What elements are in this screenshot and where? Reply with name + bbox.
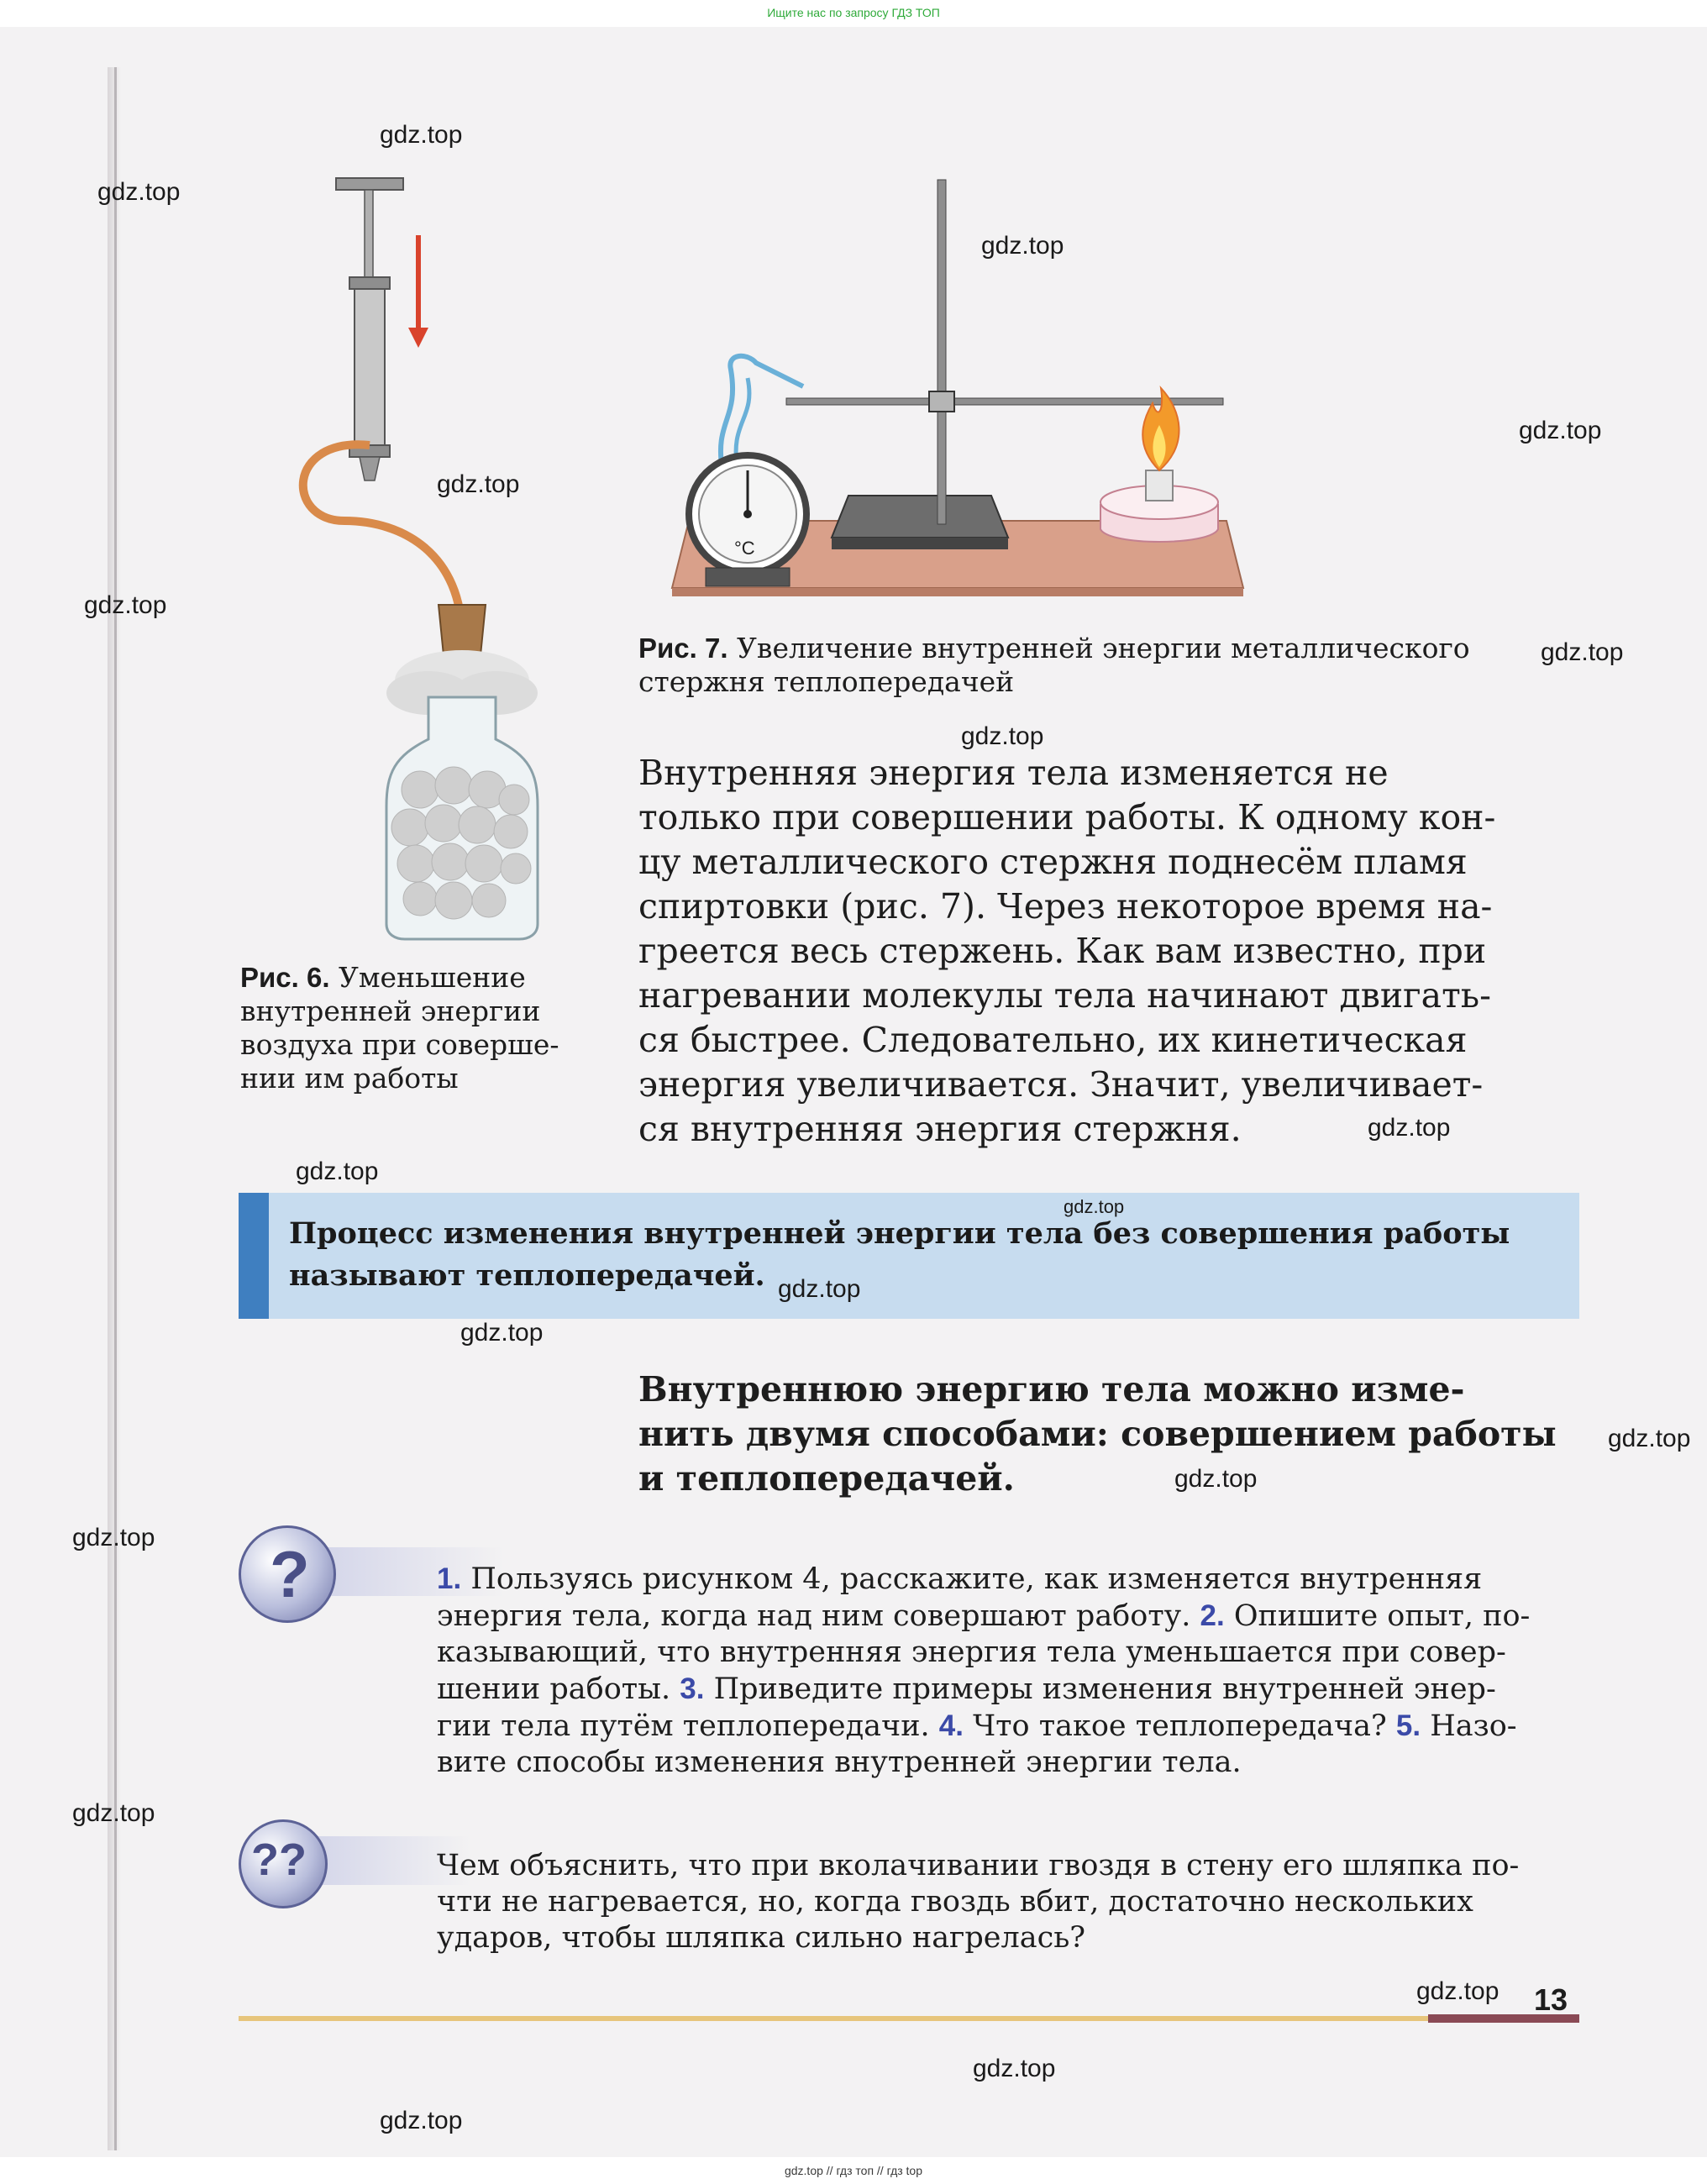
watermark: gdz.top: [437, 470, 520, 498]
question-number: 1.: [437, 1562, 462, 1595]
watermark: gdz.top: [981, 232, 1064, 260]
watermark: gdz.top: [380, 2107, 463, 2134]
watermark: gdz.top: [1416, 1977, 1500, 2005]
fig6-caption-line: воздуха при соверше-: [240, 1028, 559, 1061]
watermark: gdz.top: [961, 722, 1044, 750]
fig6-illustration: [252, 168, 605, 941]
fig7-caption-line: Увеличение внутренней энергии металлического: [737, 632, 1470, 664]
watermark: gdz.top: [1608, 1425, 1691, 1452]
fig7-illustration: [638, 168, 1277, 605]
definition-line: называют теплопередачей.: [289, 1258, 765, 1293]
watermark: gdz.top: [460, 1319, 544, 1347]
double-question-icon: ??: [239, 1819, 328, 1908]
fig6-label: Рис. 6.: [240, 962, 330, 993]
fig6-caption-line: нии им работы: [240, 1062, 459, 1095]
conclusion-line: и теплопередачей.: [638, 1458, 1015, 1499]
conclusion-line: нить двумя способами: совершением работы: [638, 1414, 1557, 1454]
definition-accent-bar: [239, 1193, 269, 1319]
question-mark-icon: ?: [239, 1525, 336, 1623]
task-text: [437, 1848, 1579, 1956]
question-number: 4.: [938, 1709, 964, 1742]
top-notice: Ищите нас по запросу ГДЗ ТОП: [767, 6, 940, 19]
watermark: gdz.top: [97, 178, 181, 206]
paragraph-line: только при совершении работы. К одному кон-: [638, 797, 1496, 837]
question-number: 2.: [1200, 1599, 1225, 1632]
fig7-label: Рис. 7.: [638, 633, 728, 664]
question-text: Приведите примеры изменения внутренней энер-: [704, 1672, 1496, 1706]
definition-text: [289, 1213, 1557, 1297]
paragraph-heat-transfer: [638, 751, 1579, 1152]
watermark: gdz.top: [380, 121, 463, 149]
definition-line: Процесс изменения внутренней энергии тела без совершения работы: [289, 1216, 1510, 1251]
watermark: gdz.top: [72, 1524, 155, 1551]
watermark: gdz.top: [72, 1799, 155, 1827]
gauge-unit-label: °C: [734, 538, 755, 559]
fig6-caption-line: внутренней энергии: [240, 995, 541, 1027]
question-text: Опишите опыт, по-: [1224, 1599, 1531, 1633]
page-spine-line: [114, 67, 117, 2150]
question-text: казывающий, что внутренняя энергия тела уменьшается при совер-: [437, 1635, 1506, 1669]
footer-rule: [239, 2016, 1579, 2021]
questions-text: [437, 1561, 1579, 1781]
watermark: gdz.top: [1519, 417, 1602, 444]
question-number: 5.: [1395, 1709, 1421, 1742]
question-text: Пользуясь рисунком 4, расскажите, как изменяется внутренняя: [461, 1562, 1483, 1596]
fig6-caption: [240, 961, 593, 1095]
task-line: чти не нагревается, но, когда гвоздь вбит, достаточно нескольких: [437, 1885, 1473, 1919]
paragraph-line: Внутренняя энергия тела изменяется не: [638, 753, 1389, 793]
paragraph-line: нагревании молекулы тела начинают двигать-: [638, 975, 1491, 1016]
task-line: Чем объяснить, что при вколачивании гвоздя в стену его шляпка по-: [437, 1849, 1520, 1882]
paragraph-line: ся внутренняя энергия стержня.: [638, 1109, 1242, 1149]
watermark: gdz.top: [296, 1158, 379, 1185]
question-text: гии тела путём теплопередачи.: [437, 1709, 939, 1743]
question-number: 3.: [680, 1672, 705, 1705]
paragraph-line: ся быстрее. Следовательно, их кинетическая: [638, 1020, 1468, 1060]
question-text: Назо-: [1421, 1709, 1517, 1743]
watermark: gdz.top: [1064, 1196, 1125, 1217]
watermark: gdz.top: [1368, 1114, 1451, 1142]
paragraph-line: энергия увеличивается. Значит, увеличивает-: [638, 1064, 1484, 1105]
fig7-caption: [638, 632, 1546, 699]
conclusion-paragraph: [638, 1368, 1579, 1501]
watermark: gdz.top: [973, 2055, 1056, 2082]
page-number: 13: [1534, 1982, 1568, 2017]
paragraph-line: цу металлического стержня поднесём пламя: [638, 842, 1468, 882]
watermark: gdz.top: [1541, 638, 1624, 666]
bottom-notice: gdz.top // гдз топ // гдз top: [784, 2164, 923, 2177]
conclusion-line: Внутреннюю энергию тела можно изме-: [638, 1369, 1465, 1410]
paragraph-line: спиртовки (рис. 7). Через некоторое время на-: [638, 886, 1493, 927]
question-text: вите способы изменения внутренней энергии тела.: [437, 1746, 1242, 1779]
watermark: gdz.top: [778, 1275, 861, 1303]
watermark: gdz.top: [1174, 1465, 1258, 1493]
question-text: энергия тела, когда над ним совершают работу.: [437, 1599, 1200, 1633]
question-text: шении работы.: [437, 1672, 680, 1706]
watermark: gdz.top: [84, 591, 167, 619]
task-line: ударов, чтобы шляпка сильно нагрелась?: [437, 1921, 1086, 1955]
fig7-caption-line: стержня теплопередачей: [638, 665, 1015, 698]
fig6-caption-line: Уменьшение: [339, 961, 526, 994]
question-text: Что такое теплопередача?: [963, 1709, 1396, 1743]
paragraph-line: греется весь стержень. Как вам известно, при: [638, 931, 1487, 971]
